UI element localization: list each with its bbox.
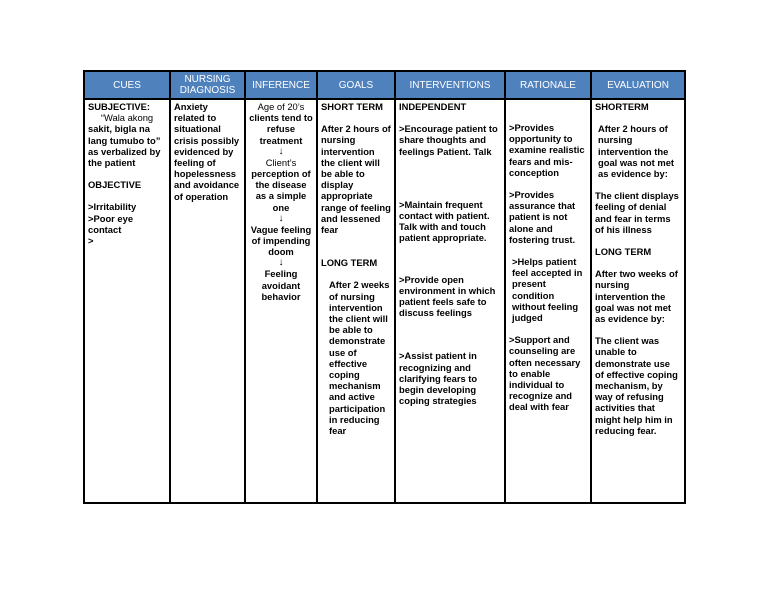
subjective-quote: sakit, bigla na lang tumubo to” as verbalized by the patient: [88, 123, 161, 169]
inference-cell: [246, 100, 318, 502]
eval-long-text: After two weeks of nursing intervention the goal was not met as evidence by:: [595, 268, 678, 325]
header-goals: GOALS: [318, 72, 396, 100]
interventions-cell: [396, 100, 506, 502]
inference-step1-start: Age of 20’s: [257, 101, 305, 112]
eval-short-label: SHORTERM: [595, 101, 649, 112]
header-row: [85, 72, 684, 100]
down-arrow-icon: ↓: [278, 212, 284, 224]
header-cues: CUES: [85, 72, 171, 100]
short-term-goal: After 2 hours of nursing intervention the client will be able to display appropriate range of feeling and lessened fear: [321, 123, 391, 236]
short-term-label: SHORT TERM: [321, 101, 383, 112]
intervention-4: >Assist patient in recognizing and clarifying fears to begin developing coping strategies: [399, 350, 478, 407]
rationale-cell: [506, 100, 592, 502]
intervention-2: >Maintain frequent contact with patient. Talk with and touch patient appropriate.: [399, 198, 490, 244]
inference-step1: clients tend to refuse treatment: [249, 112, 313, 146]
goals-cell: [318, 100, 396, 502]
care-plan-table: [83, 70, 686, 504]
rationale-2: >Provides assurance that patient is not alone and fostering trust.: [509, 189, 576, 245]
inference-step2: perception of the disease as a simple one: [251, 168, 311, 213]
eval-short-text: After 2 hours of nursing intervention the goal was not met as evidence by:: [598, 123, 675, 180]
header-interventions: INTERVENTIONS: [396, 72, 506, 100]
eval-long-label: LONG TERM: [595, 246, 652, 258]
long-term-goal: After 2 weeks of nursing intervention the client will be able to demonstrate use of effective coping mechanism and active participation in reducing fear: [329, 279, 390, 437]
body-row: [85, 100, 684, 502]
eval-long-evidence: The client was unable to demonstrate use of effective coping mechanism, by way of refusing activities that might help him in reducing fear.: [595, 335, 678, 436]
rationale-4: >Support and counseling are often necessary to enable individual to recognize and deal with fear: [509, 334, 581, 413]
header-inference: INFERENCE: [246, 72, 318, 100]
intervention-1: >Encourage patient to share thoughts and feelings Patient. Talk: [399, 123, 498, 157]
diagnosis-cell: [171, 100, 246, 502]
down-arrow-icon: ↓: [278, 257, 284, 269]
header-nursing-diagnosis: NURSING DIAGNOSIS: [171, 72, 246, 100]
objective-label: OBJECTIVE: [88, 179, 142, 191]
objective-items: >Irritability >Poor eye contact >: [88, 201, 137, 247]
intervention-3: >Provide open environment in which patient feels safe to discuss feelings: [399, 273, 496, 319]
inference-step3: Vague feeling of impending doom: [250, 223, 312, 258]
down-arrow-icon: ↓: [278, 145, 284, 157]
subjective-label: SUBJECTIVE:: [88, 101, 150, 112]
header-evaluation: EVALUATION: [592, 72, 684, 100]
evaluation-cell: [592, 100, 684, 502]
inference-step4: Feeling avoidant behavior: [261, 268, 301, 302]
rationale-1: >Provides opportunity to examine realistic fears and mis-conception: [509, 122, 585, 178]
long-term-label: LONG TERM: [321, 257, 378, 269]
inference-step2-start: Client’s: [265, 156, 297, 168]
subjective-quote-start: “Wala akong: [100, 112, 154, 124]
diagnosis-text: Anxiety related to situational crisis possibly evidenced by feeling of hopelessness and avoidance of operation: [174, 101, 240, 202]
rationale-3: >Helps patient feel accepted in present condition without feeling judged: [512, 256, 583, 324]
independent-label: INDEPENDENT: [399, 101, 467, 112]
eval-short-evidence: The client displays feeling of denial and fear in terms of his illness: [595, 190, 679, 235]
cues-cell: [85, 100, 171, 502]
header-rationale: RATIONALE: [506, 72, 592, 100]
